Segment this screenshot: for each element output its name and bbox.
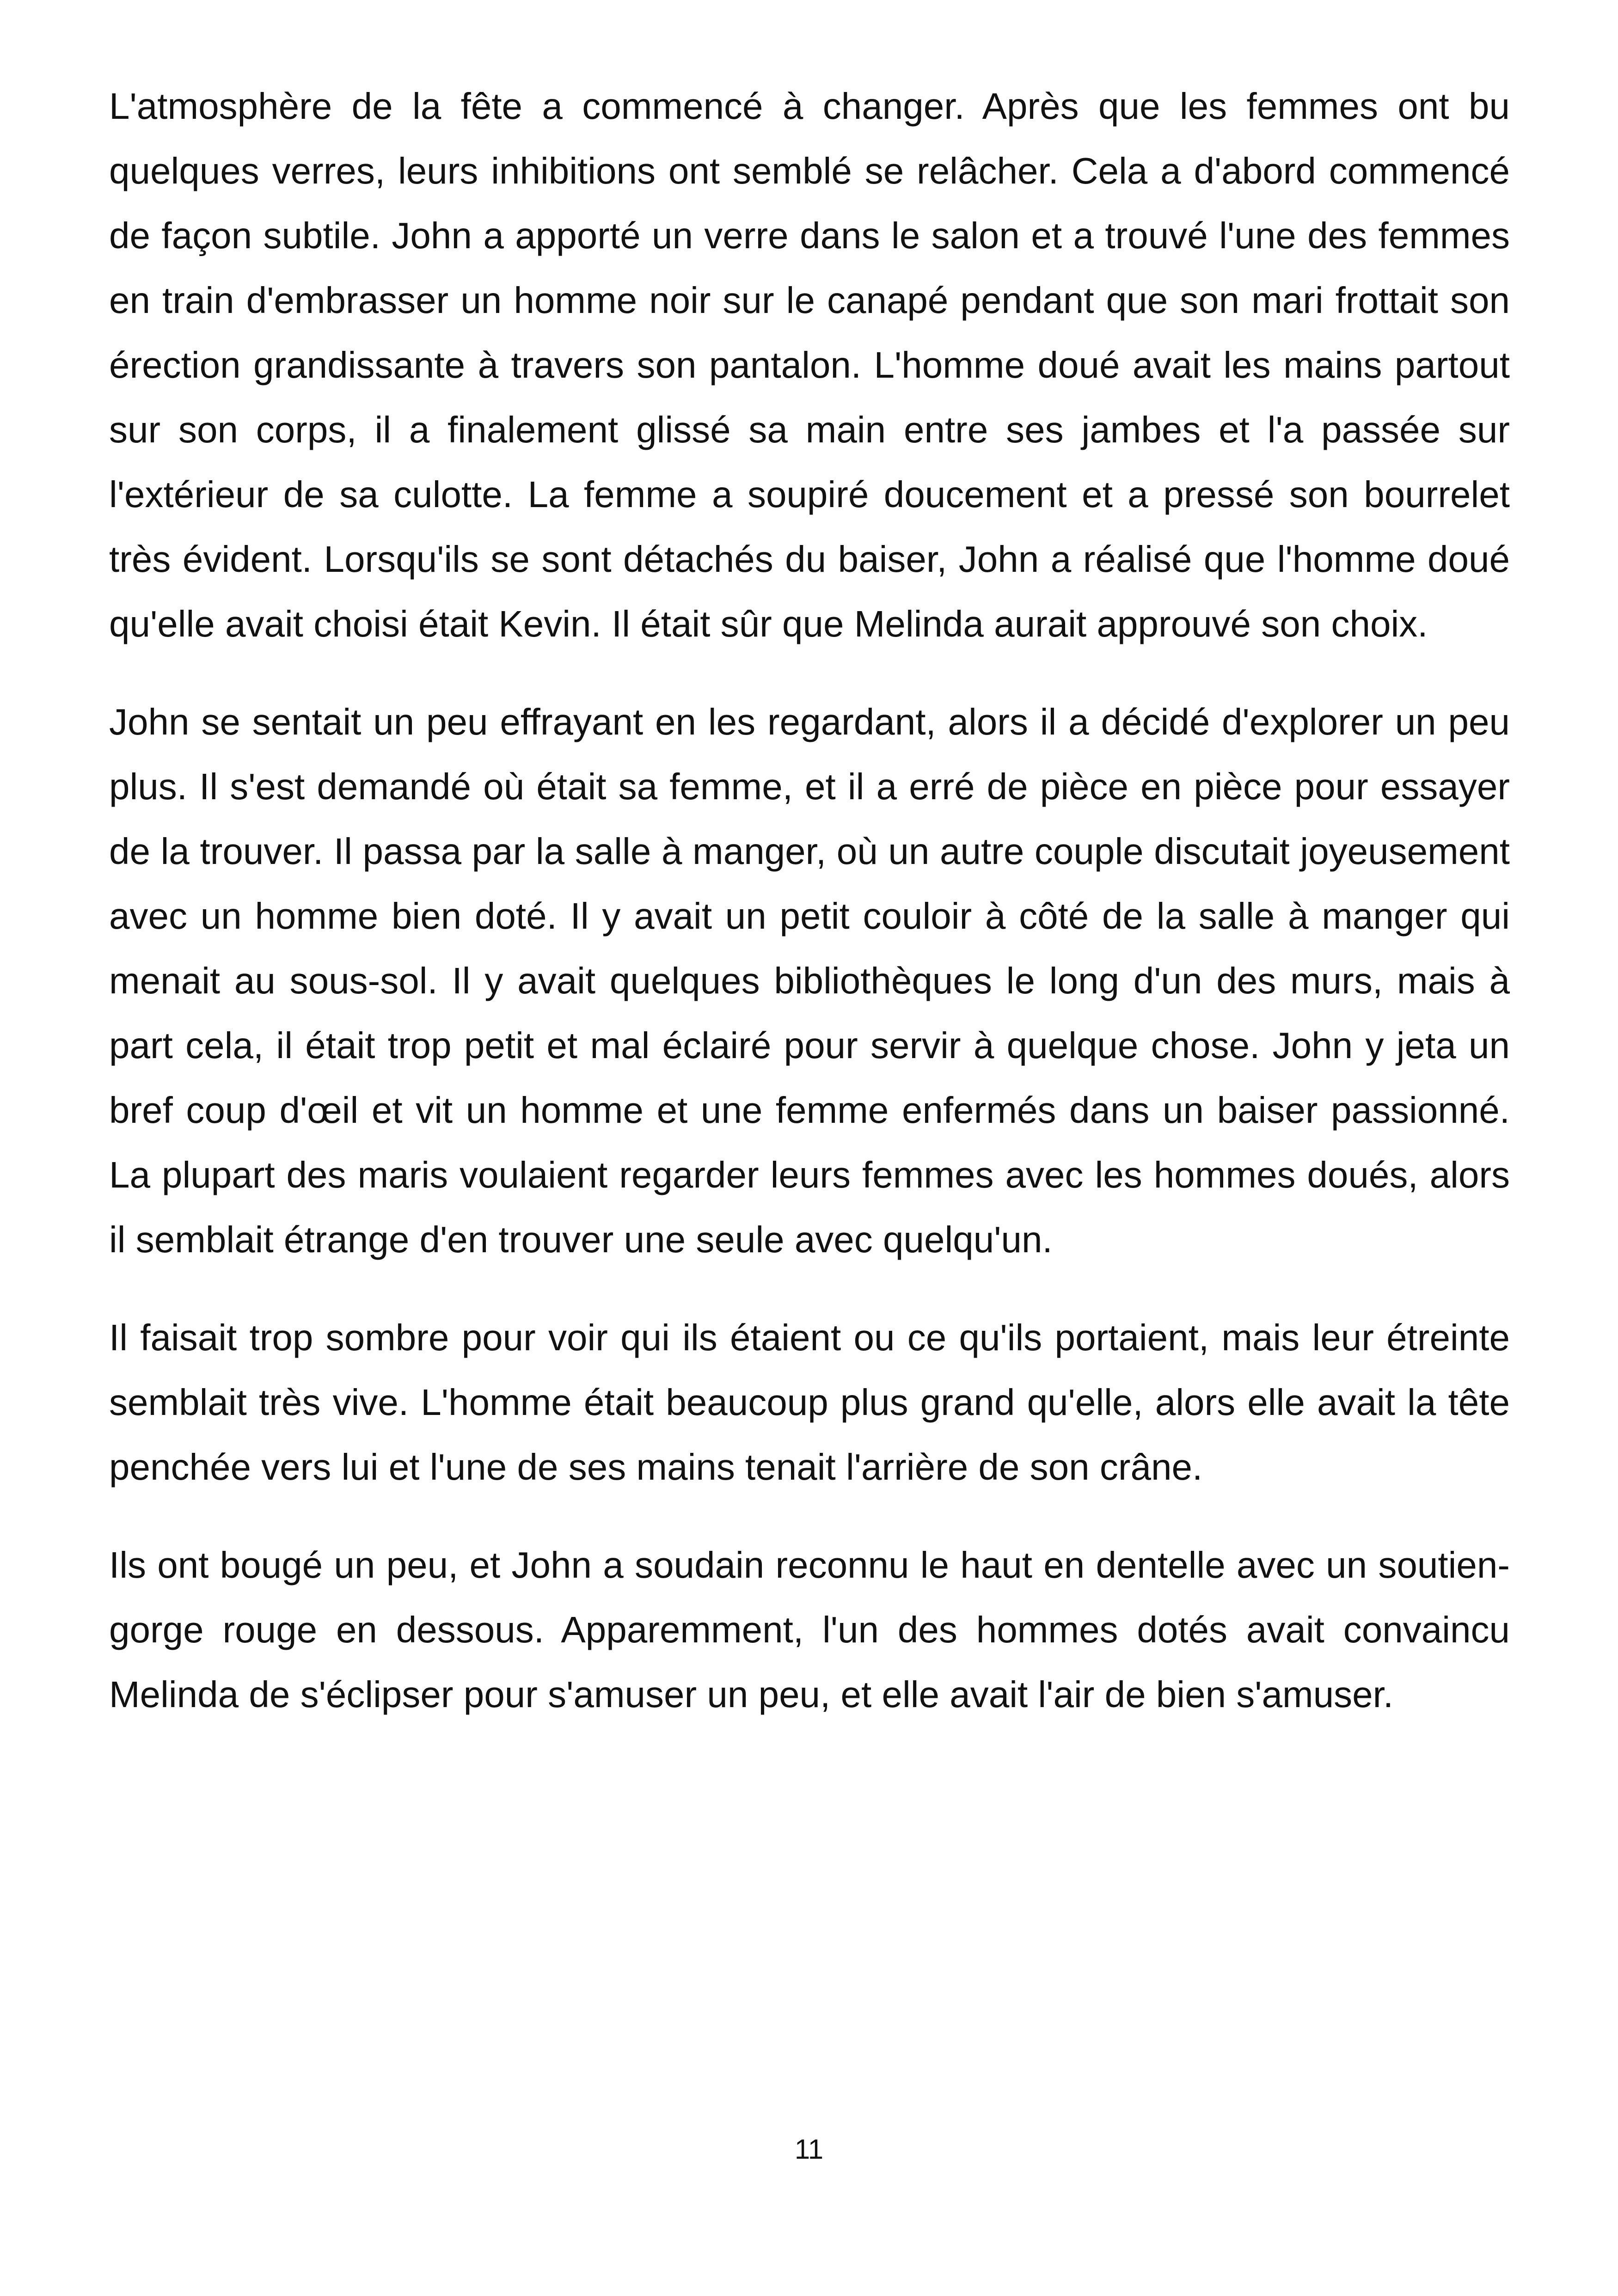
paragraph-3: Il faisait trop sombre pour voir qui ils étaient ou ce qu'ils portaient, mais leur étreinte semblait très vive. L'homme était beaucoup plus grand qu'elle, alors elle avait la tête penchée vers lui et l'une de ses mains tenait l'arrière de son crâne. [109,1317,1510,1488]
page-number: 11 [794,2134,824,2165]
paragraph-2: John se sentait un peu effrayant en les regardant, alors il a décidé d'explorer un peu plus. Il s'est demandé où était sa femme, et il a erré de pièce en pièce pour essayer de la trouver. Il passa par la salle à manger, où un autre couple discutait joyeusement avec un homme bien doté. Il y avait un petit couloir à côté de la salle à manger qui menait au sous-sol. Il y avait quelques bibliothèques le long d'un des murs, mais à part cela, il était trop petit et mal éclairé pour servir à quelque chose. John y jeta un bref coup d'œil et vit un homme et une femme enfermés dans un baiser passionné. La plupart des maris voulaient regarder leurs femmes avec les hommes doués, alors il semblait étrange d'en trouver une seule avec quelqu'un. [109,701,1510,1260]
paragraph-1: L'atmosphère de la fête a commencé à changer. Après que les femmes ont bu quelques verres, leurs inhibitions ont semblé se relâcher. Cela a d'abord commencé de façon subtile. John a apporté un verre dans le salon et a trouvé l'une des femmes en train d'embrasser un homme noir sur le canapé pendant que son mari frottait son érection grandissante à travers son pantalon. L'homme doué avait les mains partout sur son corps, il a finalement glissé sa main entre ses jambes et l'a passée sur l'extérieur de sa culotte. La femme a soupiré doucement et a pressé son bourrelet très évident. Lorsqu'ils se sont détachés du baiser, John a réalisé que l'homme doué qu'elle avait choisi était Kevin. Il était sûr que Melinda aurait approuvé son choix. [109,86,1510,644]
body-text [109,74,1510,1760]
paragraph-4: Ils ont bougé un peu, et John a soudain reconnu le haut en dentelle avec un soutien-gorge rouge en dessous. Apparemment, l'un des hommes dotés avait convaincu Melinda de s'éclipser pour s'amuser un peu, et elle avait l'air de bien s'amuser. [109,1544,1510,1715]
